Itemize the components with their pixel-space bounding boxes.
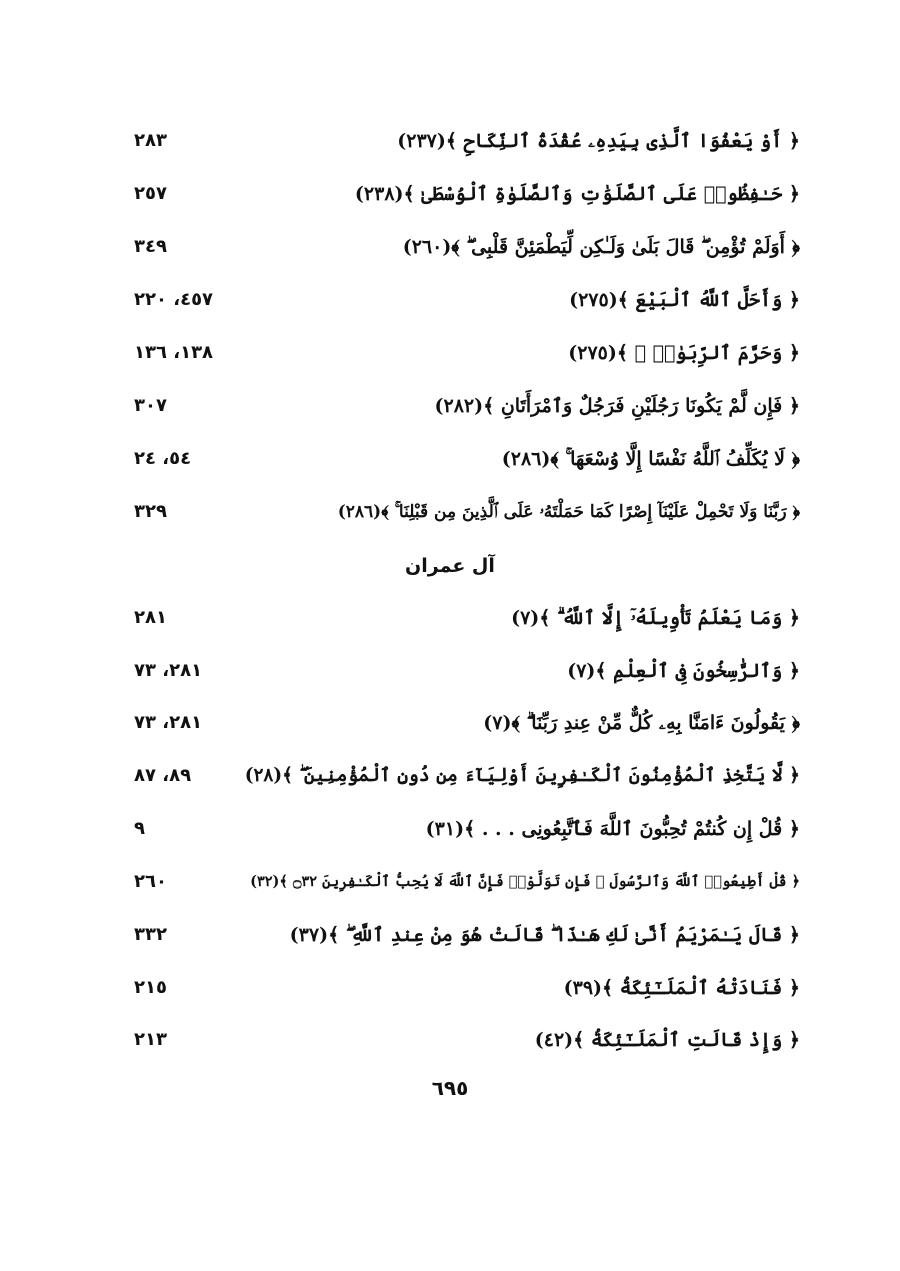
- index-entry: [100, 439, 800, 479]
- index-entry: [100, 756, 800, 796]
- verse-text: ﴿ وَٱلرَّٰسِخُونَ فِى ٱلْعِلْمِ ﴾(٧): [567, 660, 800, 682]
- page-reference: ١٣٨، ١٣٦: [134, 342, 214, 363]
- verse-text: ﴿ وَإِذْ قَالَتِ ٱلْمَلَـٰٓئِكَةُ ﴾(٤٢): [534, 1029, 800, 1051]
- verse-text: ﴿ فَإِن لَّمْ يَكُونَا رَجُلَيْنِ فَرَجُلٌ وَٱمْرَأَتَانِ ﴾(٢٨٢): [434, 395, 800, 417]
- page-reference: ٢٨١: [134, 607, 167, 628]
- verse-text: ﴿ وَحَرَّمَ ٱلرِّبَوٰا۟ ۚ ﴾(٢٧٥): [568, 342, 800, 364]
- page-reference: ٢١٥: [134, 977, 167, 998]
- verse-text: ﴿ رَبَّنَا وَلَا تَحْمِلْ عَلَيْنَآ إِصْرًا كَمَا حَمَلْتَهُۥ عَلَى ٱلَّذِينَ مِن قَبْلِنَا ۚ ﴾(٢٨٦): [337, 502, 800, 522]
- index-entry: [100, 1020, 800, 1060]
- verse-text: ﴿ يَقُولُونَ ءَامَنَّا بِهِۦ كُلٌّ مِّنْ عِندِ رَبِّنَا ۗ ﴾(٧): [483, 712, 800, 734]
- index-entry: [100, 280, 800, 320]
- page-reference: ٢٨٣: [134, 130, 167, 151]
- page-reference: ٢٨١، ٧٣: [134, 712, 203, 733]
- page-reference: ٢٨١، ٧٣: [134, 660, 203, 681]
- index-entry: [100, 492, 800, 532]
- page-reference: ٨٩، ٨٧: [134, 765, 192, 786]
- index-entry: [100, 703, 800, 743]
- index-entry: [100, 174, 800, 214]
- index-entry: [100, 121, 800, 161]
- verse-text: ﴿ لَا يُكَلِّفُ ٱللَّهُ نَفْسًا إِلَّا وُسْعَهَا ۚ ﴾(٢٨٦): [501, 448, 800, 470]
- page-reference: ٤٥٧، ٢٢٠: [134, 289, 214, 310]
- index-entry: [100, 333, 800, 373]
- page-reference: ٢١٣: [134, 1029, 167, 1050]
- index-entry: [100, 386, 800, 426]
- index-entry: [100, 862, 800, 902]
- index-entry: [100, 809, 800, 849]
- page-reference: ٣٢٩: [134, 501, 167, 522]
- verse-text: ﴿ قُلْ أَطِيعُوا۟ ٱللَّهَ وَٱلرَّسُولَ ۖ فَإِن تَوَلَّوْا۟ فَإِنَّ ٱللَّهَ لَا يُحِبُّ ٱلْكَـٰفِرِينَ ۝٣٢ ﴾(٣٢): [250, 873, 800, 890]
- page-reference: ٢٦٠: [134, 871, 167, 892]
- page-reference: ٩: [134, 818, 145, 839]
- verse-text: ﴿ قُلْ إِن كُنتُمْ تُحِبُّونَ ٱللَّهَ فَٱتَّبِعُونِى . . . ﴾(٣١): [425, 818, 800, 840]
- index-entry: [100, 227, 800, 267]
- page-reference: ٢٥٧: [134, 183, 167, 204]
- index-entry: [100, 651, 800, 691]
- verse-text: ﴿ لَّا يَتَّخِذِ ٱلْمُؤْمِنُونَ ٱلْكَـٰفِرِينَ أَوْلِيَآءَ مِن دُونِ ٱلْمُؤْمِنِينَ ۖ ﴾(٢٨): [244, 765, 800, 786]
- verse-text: ﴿ فَنَادَتْهُ ٱلْمَلَـٰٓئِكَةُ ﴾(٣٩): [563, 977, 800, 999]
- index-entry: [100, 598, 800, 638]
- surah-heading: آل عمران: [405, 555, 495, 577]
- verse-text: ﴿ قَالَ يَـٰمَرْيَمُ أَنَّىٰ لَكِ هَـٰذَا ۖ قَالَتْ هُوَ مِنْ عِندِ ٱللَّهِ ۖ ﴾(٣٧): [289, 924, 800, 946]
- verse-text: ﴿ أَوَلَمْ تُؤْمِن ۖ قَالَ بَلَىٰ وَلَـٰكِن لِّيَطْمَئِنَّ قَلْبِى ۖ ﴾(٢٦٠): [402, 236, 800, 258]
- page-reference: ٥٤، ٢٤: [134, 448, 192, 469]
- page-reference: ٣٠٧: [134, 395, 167, 416]
- page-reference: ٣٤٩: [134, 236, 167, 257]
- verse-text: ﴿ وَأَحَلَّ ٱللَّهُ ٱلْبَيْعَ ﴾(٢٧٥): [569, 289, 800, 311]
- verse-text: ﴿ حَـٰفِظُوا۟ عَلَى ٱلصَّلَوَٰتِ وَٱلصَّلَوٰةِ ٱلْوُسْطَىٰ ﴾(٢٣٨): [354, 183, 800, 205]
- index-entry: [100, 968, 800, 1008]
- verse-text: ﴿ أَوْ يَعْفُوَا ٱلَّذِى بِيَدِهِۦ عُقْدَةُ ٱلنِّكَاحِ ﴾(٢٣٧): [397, 130, 800, 152]
- verse-text: ﴿ وَمَا يَعْلَمُ تَأْوِيلَهُۥٓ إِلَّا ٱللَّهُ ۗ ﴾(٧): [511, 607, 800, 629]
- page-reference: ٣٣٢: [134, 924, 167, 945]
- page-number: ٦٩٥: [431, 1076, 469, 1100]
- index-entry: [100, 915, 800, 955]
